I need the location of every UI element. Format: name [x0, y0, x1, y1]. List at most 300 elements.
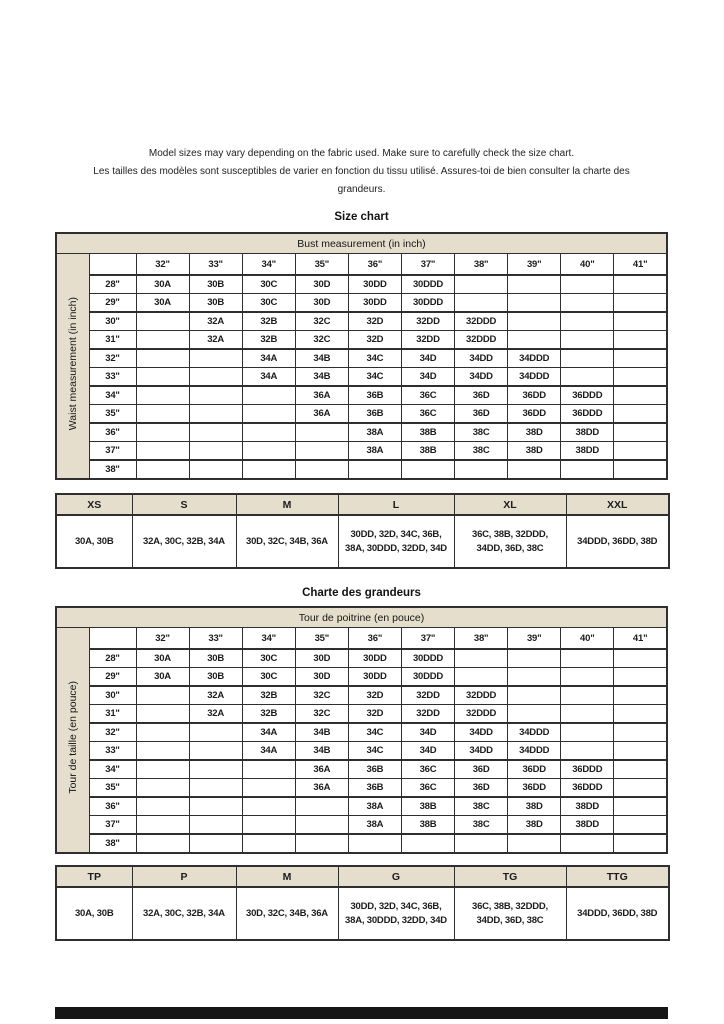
size-label-header: G	[338, 866, 454, 887]
waist-row-header: 32"	[89, 349, 136, 368]
bra-size-cell	[614, 723, 667, 742]
bra-size-cell: 30B	[189, 294, 242, 313]
grid-row	[56, 460, 667, 479]
bra-size-cell	[136, 705, 189, 724]
bra-size-cell: 36DDD	[561, 386, 614, 405]
bra-size-cell: 38D	[508, 816, 561, 835]
bra-size-cell: 38B	[401, 442, 454, 461]
grid-row	[56, 705, 667, 724]
bra-size-cell: 32DDD	[455, 686, 508, 705]
grid-row	[56, 779, 667, 798]
bra-size-cell	[455, 668, 508, 687]
bra-size-cell: 32C	[295, 686, 348, 705]
bra-size-cell: 34D	[401, 723, 454, 742]
bra-size-cell	[508, 649, 561, 668]
grid-row	[56, 742, 667, 761]
bust-waist-grid-en	[55, 232, 668, 480]
bust-column-header: 40"	[561, 254, 614, 276]
bra-size-cell: 34C	[348, 368, 401, 387]
bra-size-cell: 32D	[348, 686, 401, 705]
bust-measurement-header: Tour de poitrine (en pouce)	[56, 607, 667, 628]
bra-size-cell: 32B	[242, 331, 295, 350]
bra-size-cell	[189, 742, 242, 761]
bra-size-cell: 30DD	[348, 649, 401, 668]
bra-size-cell: 34DDD	[508, 368, 561, 387]
bra-size-cell: 30A	[136, 649, 189, 668]
size-label-header: M	[236, 494, 338, 515]
bra-size-cell	[295, 442, 348, 461]
bra-size-cell	[561, 668, 614, 687]
sizes-header-row	[56, 494, 669, 515]
bra-size-cell: 36D	[455, 386, 508, 405]
size-values-cell: 32A, 30C, 32B, 34A	[132, 515, 236, 568]
bra-size-cell	[136, 368, 189, 387]
bra-size-cell: 34D	[401, 368, 454, 387]
grid-row	[56, 668, 667, 687]
bra-size-cell: 30A	[136, 294, 189, 313]
size-values-cell: 30A, 30B	[56, 515, 132, 568]
bra-size-cell	[189, 349, 242, 368]
bra-size-cell: 32DDD	[455, 312, 508, 331]
size-label-header: TP	[56, 866, 132, 887]
bra-size-cell: 30C	[242, 294, 295, 313]
bra-size-cell: 38C	[455, 816, 508, 835]
bust-column-header: 32"	[136, 628, 189, 650]
bra-size-cell: 34B	[295, 742, 348, 761]
bra-size-cell	[242, 816, 295, 835]
bra-size-cell: 36DD	[508, 386, 561, 405]
bra-size-cell	[614, 705, 667, 724]
sizes-value-row	[56, 515, 669, 568]
bra-size-cell	[614, 405, 667, 424]
bust-column-header: 33"	[189, 628, 242, 650]
bust-column-header: 33"	[189, 254, 242, 276]
waist-row-header: 32"	[89, 723, 136, 742]
bra-size-cell: 36A	[295, 760, 348, 779]
bra-size-cell: 38B	[401, 423, 454, 442]
bra-size-cell	[295, 834, 348, 853]
bra-size-cell: 36A	[295, 386, 348, 405]
bra-size-cell	[561, 723, 614, 742]
bra-size-cell: 38DD	[561, 816, 614, 835]
waist-row-header: 33"	[89, 742, 136, 761]
grid-banner-row	[56, 607, 667, 628]
size-values-cell: 30D, 32C, 34B, 36A	[236, 515, 338, 568]
document-page	[55, 0, 668, 941]
bra-size-cell	[561, 705, 614, 724]
bra-size-cell: 32A	[189, 331, 242, 350]
grid-row	[56, 386, 667, 405]
bra-size-cell	[614, 649, 667, 668]
bra-size-cell	[242, 797, 295, 816]
bra-size-cell: 38D	[508, 442, 561, 461]
waist-row-header: 34"	[89, 386, 136, 405]
bra-size-cell: 34D	[401, 349, 454, 368]
bra-size-cell: 38DD	[561, 423, 614, 442]
bra-size-cell: 38B	[401, 797, 454, 816]
bra-size-cell: 30B	[189, 275, 242, 294]
bra-size-cell: 38A	[348, 442, 401, 461]
waist-row-header: 36"	[89, 423, 136, 442]
bra-size-cell: 30DD	[348, 275, 401, 294]
bra-size-cell: 34A	[242, 742, 295, 761]
bust-column-header: 38"	[455, 628, 508, 650]
bra-size-cell	[242, 760, 295, 779]
bra-size-cell	[508, 294, 561, 313]
bra-size-cell	[508, 705, 561, 724]
bra-size-cell: 36DDD	[561, 405, 614, 424]
size-label-header: XS	[56, 494, 132, 515]
bra-size-cell	[189, 723, 242, 742]
size-label-header: TG	[454, 866, 566, 887]
waist-row-header: 35"	[89, 779, 136, 798]
waist-row-header: 34"	[89, 760, 136, 779]
waist-row-header: 38"	[89, 460, 136, 479]
bra-size-cell: 30DDD	[401, 294, 454, 313]
bra-size-cell	[242, 423, 295, 442]
bra-size-cell: 34C	[348, 742, 401, 761]
bra-size-cell	[561, 834, 614, 853]
bra-size-cell: 30DD	[348, 294, 401, 313]
bust-waist-grid-fr	[55, 606, 668, 854]
waist-row-header: 35"	[89, 405, 136, 424]
bra-size-cell: 30A	[136, 275, 189, 294]
bra-size-cell	[614, 423, 667, 442]
bra-size-cell: 30D	[295, 649, 348, 668]
bra-size-cell	[614, 834, 667, 853]
bust-column-header: 38"	[455, 254, 508, 276]
bra-size-cell	[136, 349, 189, 368]
bra-size-cell: 36DDD	[561, 760, 614, 779]
bra-size-cell: 32B	[242, 705, 295, 724]
bra-size-cell: 30B	[189, 668, 242, 687]
bra-size-cell: 30C	[242, 649, 295, 668]
waist-row-header: 31"	[89, 331, 136, 350]
bra-size-cell	[189, 460, 242, 479]
bra-size-cell: 32DDD	[455, 705, 508, 724]
bra-size-cell	[561, 294, 614, 313]
bra-size-cell: 38D	[508, 423, 561, 442]
bust-column-header: 41"	[614, 254, 667, 276]
bra-size-cell: 34DD	[455, 349, 508, 368]
bra-size-cell	[189, 368, 242, 387]
bra-size-cell: 36DD	[508, 760, 561, 779]
bra-size-cell: 36D	[455, 405, 508, 424]
bra-size-cell: 32B	[242, 686, 295, 705]
bra-size-cell	[614, 816, 667, 835]
waist-row-header: 31"	[89, 705, 136, 724]
bra-size-cell	[189, 834, 242, 853]
intro-line-1: Model sizes may vary depending on the fabric used. Make sure to carefully check the size chart.	[148, 148, 575, 159]
bra-size-cell: 36DDD	[561, 779, 614, 798]
bra-size-cell	[614, 294, 667, 313]
bra-size-cell: 38B	[401, 816, 454, 835]
bra-size-cell	[136, 386, 189, 405]
waist-row-header: 33"	[89, 368, 136, 387]
bra-size-cell	[614, 312, 667, 331]
bra-size-cell	[508, 668, 561, 687]
bra-size-cell: 34B	[295, 349, 348, 368]
size-values-cell: 30DD, 32D, 34C, 36B, 38A, 30DDD, 32DD, 34D	[338, 515, 454, 568]
size-label-header: TTG	[566, 866, 669, 887]
bra-size-cell: 30D	[295, 668, 348, 687]
bra-size-cell: 36A	[295, 405, 348, 424]
bra-size-cell	[242, 405, 295, 424]
waist-row-header: 28"	[89, 275, 136, 294]
bottom-bar	[55, 1007, 668, 1019]
size-values-cell: 34DDD, 36DD, 38D	[566, 887, 669, 940]
grid-row	[56, 331, 667, 350]
bra-size-cell: 38D	[508, 797, 561, 816]
bra-size-cell: 34C	[348, 349, 401, 368]
bust-column-header: 32"	[136, 254, 189, 276]
bra-size-cell: 32A	[189, 705, 242, 724]
bra-size-cell	[614, 760, 667, 779]
bra-size-cell: 36DD	[508, 405, 561, 424]
bust-column-header: 36"	[348, 254, 401, 276]
bra-size-cell: 32DD	[401, 331, 454, 350]
bra-size-cell	[401, 834, 454, 853]
size-label-header: XXL	[566, 494, 669, 515]
bra-size-cell: 36B	[348, 405, 401, 424]
bra-size-cell	[136, 742, 189, 761]
bra-size-cell	[614, 331, 667, 350]
bra-size-cell	[136, 312, 189, 331]
bra-size-cell: 32C	[295, 705, 348, 724]
size-label-header: M	[236, 866, 338, 887]
bra-size-cell	[561, 686, 614, 705]
bra-size-cell	[614, 742, 667, 761]
bra-size-cell: 34DDD	[508, 742, 561, 761]
bra-size-cell: 30DDD	[401, 275, 454, 294]
bra-size-cell: 32C	[295, 331, 348, 350]
bra-size-cell	[614, 668, 667, 687]
size-values-cell: 36C, 38B, 32DDD, 34DD, 36D, 38C	[454, 515, 566, 568]
grid-row	[56, 723, 667, 742]
bra-size-cell: 38C	[455, 797, 508, 816]
bra-size-cell: 32C	[295, 312, 348, 331]
bra-size-cell	[614, 442, 667, 461]
bra-size-cell: 30D	[295, 294, 348, 313]
bra-size-cell	[136, 460, 189, 479]
bust-column-header: 34"	[242, 628, 295, 650]
size-summary-en	[55, 493, 670, 569]
bra-size-cell: 38C	[455, 423, 508, 442]
bra-size-cell: 30DD	[348, 668, 401, 687]
bra-size-cell	[508, 312, 561, 331]
bra-size-cell: 34DD	[455, 742, 508, 761]
waist-row-header: 36"	[89, 797, 136, 816]
bra-size-cell	[561, 275, 614, 294]
bra-size-cell: 36D	[455, 760, 508, 779]
bra-size-cell: 36C	[401, 386, 454, 405]
corner-cell	[89, 628, 136, 650]
bra-size-cell: 38A	[348, 797, 401, 816]
bra-size-cell: 32D	[348, 331, 401, 350]
grid-row	[56, 349, 667, 368]
bra-size-cell	[455, 294, 508, 313]
bra-size-cell	[136, 797, 189, 816]
waist-measurement-side-label: Tour de taille (en pouce)	[56, 628, 89, 854]
bra-size-cell	[508, 460, 561, 479]
bra-size-cell: 34A	[242, 368, 295, 387]
bra-size-cell	[614, 349, 667, 368]
bra-size-cell: 32DD	[401, 686, 454, 705]
size-summary-fr	[55, 865, 670, 941]
grid-row	[56, 686, 667, 705]
grid-row	[56, 368, 667, 387]
bra-size-cell: 34B	[295, 723, 348, 742]
bra-size-cell: 36B	[348, 386, 401, 405]
bra-size-cell	[614, 460, 667, 479]
bra-size-cell	[242, 460, 295, 479]
bra-size-cell: 36C	[401, 405, 454, 424]
bra-size-cell	[401, 460, 454, 479]
bra-size-cell	[614, 797, 667, 816]
bra-size-cell	[455, 649, 508, 668]
bra-size-cell	[614, 779, 667, 798]
bra-size-cell	[614, 386, 667, 405]
bra-size-cell	[614, 686, 667, 705]
size-values-cell: 36C, 38B, 32DDD, 34DD, 36D, 38C	[454, 887, 566, 940]
bra-size-cell: 36B	[348, 760, 401, 779]
bra-size-cell	[295, 797, 348, 816]
bra-size-cell: 38C	[455, 442, 508, 461]
bra-size-cell	[348, 834, 401, 853]
bra-size-cell	[561, 312, 614, 331]
bra-size-cell: 36C	[401, 779, 454, 798]
grid-row	[56, 649, 667, 668]
bra-size-cell: 34C	[348, 723, 401, 742]
bust-column-header: 40"	[561, 628, 614, 650]
bra-size-cell	[189, 405, 242, 424]
bra-size-cell	[136, 779, 189, 798]
bra-size-cell	[242, 442, 295, 461]
bra-size-cell	[508, 331, 561, 350]
bra-size-cell	[508, 834, 561, 853]
bra-size-cell	[242, 386, 295, 405]
bra-size-cell	[455, 275, 508, 294]
bra-size-cell: 34DDD	[508, 723, 561, 742]
intro-line-3: grandeurs.	[337, 184, 386, 195]
bra-size-cell: 30D	[295, 275, 348, 294]
bra-size-cell: 34DD	[455, 723, 508, 742]
corner-cell	[89, 254, 136, 276]
bra-size-cell	[561, 331, 614, 350]
bra-size-cell	[561, 649, 614, 668]
bra-size-cell	[455, 460, 508, 479]
bra-size-cell	[189, 797, 242, 816]
bra-size-cell	[561, 742, 614, 761]
bra-size-cell	[189, 816, 242, 835]
bust-column-header: 41"	[614, 628, 667, 650]
bra-size-cell	[561, 349, 614, 368]
bra-size-cell: 36DD	[508, 779, 561, 798]
bra-size-cell: 30B	[189, 649, 242, 668]
size-label-header: L	[338, 494, 454, 515]
grid-row	[56, 442, 667, 461]
bra-size-cell: 32D	[348, 312, 401, 331]
bra-size-cell	[508, 686, 561, 705]
bra-size-cell: 32DD	[401, 705, 454, 724]
grid-row	[56, 275, 667, 294]
waist-row-header: 38"	[89, 834, 136, 853]
bra-size-cell: 34B	[295, 368, 348, 387]
bra-size-cell	[455, 834, 508, 853]
bra-size-cell	[189, 442, 242, 461]
bra-size-cell	[136, 423, 189, 442]
bra-size-cell	[136, 331, 189, 350]
bra-size-cell	[136, 816, 189, 835]
bra-size-cell	[242, 834, 295, 853]
bra-size-cell: 36B	[348, 779, 401, 798]
grid-row	[56, 816, 667, 835]
waist-row-header: 29"	[89, 294, 136, 313]
size-label-header: XL	[454, 494, 566, 515]
size-values-cell: 32A, 30C, 32B, 34A	[132, 887, 236, 940]
size-values-cell: 34DDD, 36DD, 38D	[566, 515, 669, 568]
bust-measurement-header: Bust measurement (in inch)	[56, 233, 667, 254]
bra-size-cell	[189, 423, 242, 442]
size-chart-title-en: Size chart	[334, 211, 389, 223]
bra-size-cell: 30C	[242, 275, 295, 294]
bra-size-cell: 34D	[401, 742, 454, 761]
bra-size-cell: 32A	[189, 686, 242, 705]
bra-size-cell: 32DDD	[455, 331, 508, 350]
bra-size-cell: 36D	[455, 779, 508, 798]
bra-size-cell	[561, 460, 614, 479]
bra-size-cell: 30C	[242, 668, 295, 687]
bust-column-header: 37"	[401, 254, 454, 276]
grid-header-row	[56, 254, 667, 276]
size-values-cell: 30DD, 32D, 34C, 36B, 38A, 30DDD, 32DD, 34D	[338, 887, 454, 940]
bra-size-cell: 32D	[348, 705, 401, 724]
bra-size-cell	[348, 460, 401, 479]
bra-size-cell	[189, 760, 242, 779]
bra-size-cell: 34A	[242, 349, 295, 368]
bust-column-header: 39"	[508, 628, 561, 650]
size-label-header: S	[132, 494, 236, 515]
waist-row-header: 29"	[89, 668, 136, 687]
bra-size-cell	[295, 460, 348, 479]
grid-row	[56, 312, 667, 331]
bra-size-cell	[561, 368, 614, 387]
bra-size-cell	[136, 760, 189, 779]
bra-size-cell: 32A	[189, 312, 242, 331]
grid-row	[56, 423, 667, 442]
bra-size-cell	[189, 779, 242, 798]
grid-row	[56, 797, 667, 816]
bust-column-header: 34"	[242, 254, 295, 276]
bra-size-cell: 34DD	[455, 368, 508, 387]
sizes-value-row	[56, 887, 669, 940]
waist-row-header: 37"	[89, 816, 136, 835]
bra-size-cell: 36C	[401, 760, 454, 779]
bra-size-cell: 30DDD	[401, 668, 454, 687]
bust-column-header: 35"	[295, 254, 348, 276]
bra-size-cell	[136, 442, 189, 461]
bust-column-header: 36"	[348, 628, 401, 650]
grid-row	[56, 760, 667, 779]
bra-size-cell	[136, 405, 189, 424]
size-chart-title-fr: Charte des grandeurs	[302, 587, 421, 599]
bra-size-cell: 38A	[348, 423, 401, 442]
intro-line-2: Les tailles des modèles sont susceptibles de varier en fonction du tissu utilisé. Assures-toi de bien consulter la charte des	[93, 166, 630, 177]
bra-size-cell	[614, 275, 667, 294]
bra-size-cell	[136, 686, 189, 705]
bra-size-cell: 30DDD	[401, 649, 454, 668]
grid-row	[56, 294, 667, 313]
